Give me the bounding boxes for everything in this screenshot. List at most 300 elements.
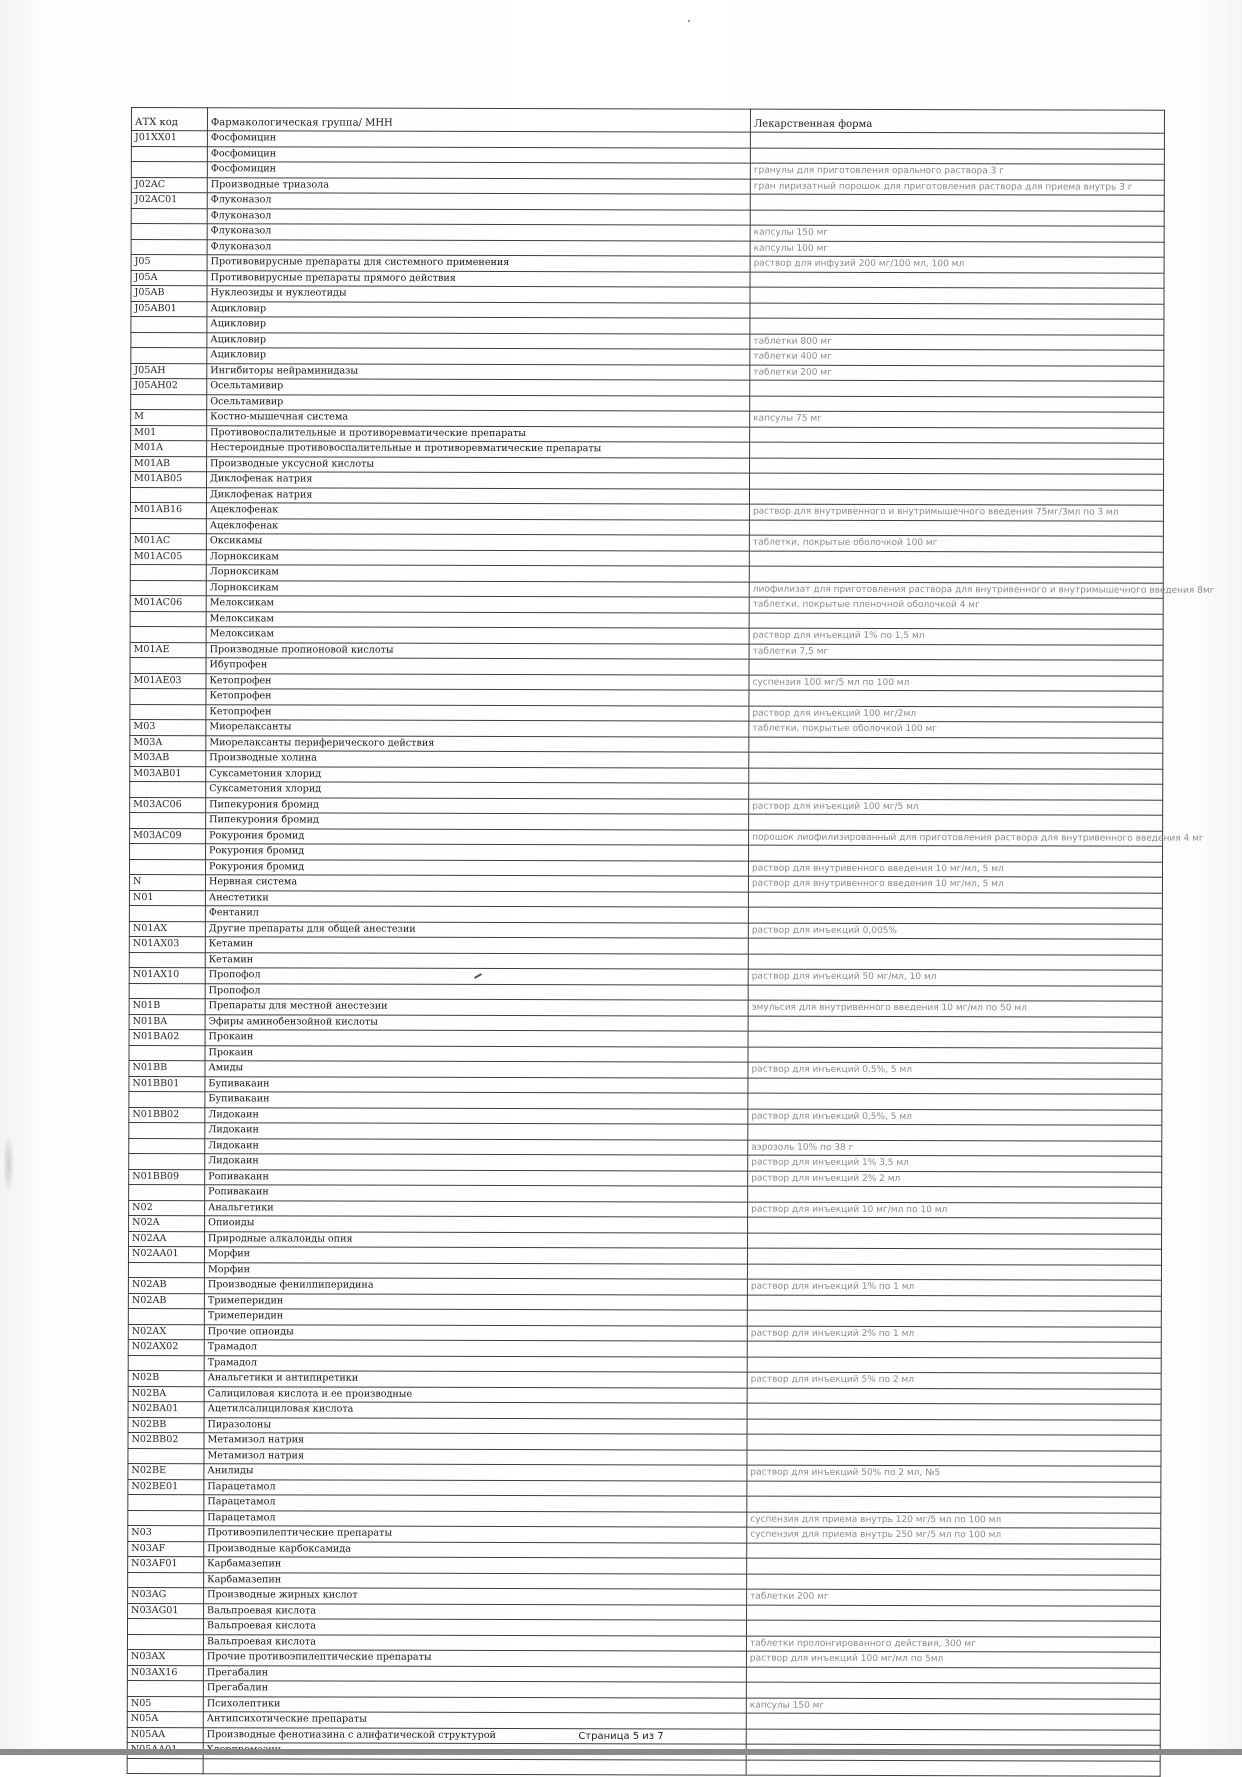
pharm-group-cell: Лидокаин — [205, 1154, 748, 1171]
atx-code-cell — [128, 1355, 204, 1371]
atx-code-cell — [129, 952, 205, 968]
dosage-form-cell — [747, 1341, 1161, 1358]
atx-code-cell: M01A — [131, 441, 207, 457]
atx-code-cell: N01 — [129, 890, 205, 906]
dosage-form-cell — [748, 892, 1162, 909]
atx-code-cell: M01AB16 — [130, 502, 206, 518]
dosage-form-cell — [748, 1186, 1162, 1203]
atx-code-cell: J02AC01 — [131, 193, 207, 209]
pharm-group-cell: Ацикловир — [207, 348, 750, 365]
dosage-form-cell — [749, 845, 1163, 862]
dosage-form-cell — [750, 303, 1164, 320]
dosage-form-cell: раствор для внутривенного и внутримышечного введения 75мг/3мл по 3 мл — [749, 504, 1163, 521]
atx-code-cell: M03AB — [130, 750, 206, 766]
atx-code-cell — [129, 1138, 205, 1154]
punch-hole-shadow — [4, 1138, 13, 1190]
pharm-group-cell: Фосфомицин — [207, 146, 750, 163]
pharm-group-cell: Прочие опиоиды — [204, 1324, 747, 1341]
pharm-group-cell: Пипекурония бромид — [206, 797, 749, 814]
pharm-group-cell: Производные уксусной кислоты — [207, 456, 750, 473]
dosage-form-cell — [750, 132, 1164, 149]
dosage-form-cell — [749, 783, 1163, 800]
dosage-form-cell — [749, 520, 1163, 537]
dosage-form-cell — [747, 1310, 1161, 1327]
pharm-group-cell: Кетамин — [205, 937, 748, 954]
atx-code-cell: N02BE01 — [128, 1479, 204, 1495]
page-number: Страница 5 из 7 — [578, 1731, 664, 1742]
dosage-form-cell — [748, 1016, 1162, 1033]
pharm-group-cell: Суксаметония хлорид — [206, 766, 749, 783]
pharm-group-cell: Другие препараты для общей анестезии — [205, 921, 748, 938]
pharm-group-cell: Карбамазепин — [204, 1557, 747, 1574]
pharm-group-cell: Метамизол натрия — [204, 1433, 747, 1450]
atx-code-cell — [128, 1510, 204, 1526]
atx-code-cell — [131, 208, 207, 224]
pharm-group-cell: Бупивакаин — [205, 1092, 748, 1109]
pharm-group-cell: Противовирусные препараты для системного применения — [207, 255, 750, 272]
pharm-group-cell: Фосфомицин — [207, 131, 750, 148]
dosage-form-cell: раствор для инъекций 2% по 1 мл — [747, 1326, 1161, 1343]
atx-code-cell — [129, 905, 205, 921]
dosage-form-cell — [750, 427, 1164, 444]
pharm-group-cell: Вальпроевая кислота — [203, 1634, 746, 1651]
pharm-group-cell: Диклофенак натрия — [206, 487, 749, 504]
dosage-form-cell: раствор для инъекций 0,005% — [748, 923, 1162, 940]
pharm-group-cell: Флуконазол — [207, 193, 750, 210]
dosage-form-cell — [748, 938, 1162, 955]
atx-code-cell: M01AC — [130, 533, 206, 549]
dosage-form-cell — [749, 566, 1163, 583]
pharm-group-cell: Миорелаксанты периферического действия — [206, 735, 749, 752]
atx-code-cell — [131, 224, 207, 240]
atx-code-cell — [130, 843, 206, 859]
atx-code-cell: N02AA — [129, 1231, 205, 1247]
atx-code-cell: N03AX16 — [127, 1665, 203, 1681]
atx-code-cell — [131, 162, 207, 178]
dosage-form-cell: раствор для инъекций 1% 3,5 мл — [748, 1155, 1162, 1172]
pharm-group-cell: Прегабалин — [203, 1681, 746, 1698]
dosage-form-cell — [747, 1574, 1161, 1591]
atx-code-cell: N02BB02 — [128, 1432, 204, 1448]
atx-code-cell — [131, 348, 207, 364]
dosage-form-cell: гранулы для приготовления орального раствора 3 г — [750, 163, 1164, 180]
pharm-group-cell: Вальпроевая кислота — [204, 1603, 747, 1620]
dosage-form-cell — [747, 1248, 1161, 1265]
atx-code-cell: N01BA — [129, 1014, 205, 1030]
dosage-form-cell: таблетки, покрытые оболочкой 100 мг — [749, 535, 1163, 552]
atx-code-cell: N01AX — [129, 921, 205, 937]
dosage-form-cell — [750, 442, 1164, 459]
dosage-form-cell — [747, 1434, 1161, 1451]
atx-code-cell: N05AA — [127, 1727, 203, 1743]
atx-code-cell: N03AF01 — [128, 1556, 204, 1572]
pharm-group-cell: Прокаин — [205, 1045, 748, 1062]
pharm-group-cell: Нуклеозиды и нуклеотиды — [207, 286, 750, 303]
dosage-form-cell — [748, 954, 1162, 971]
dosage-form-cell — [748, 1217, 1162, 1234]
dosage-form-cell — [748, 1233, 1162, 1250]
atx-code-cell: N01BB09 — [129, 1169, 205, 1185]
atx-code-cell: M01AE — [130, 642, 206, 658]
atx-code-cell — [131, 332, 207, 348]
pharm-group-cell: Оксикамы — [206, 534, 749, 551]
dosage-form-cell: таблетки, покрытые оболочкой 100 мг — [749, 721, 1163, 738]
dosage-form-cell: таблетки 200 мг — [750, 365, 1164, 382]
dosage-form-cell — [750, 380, 1164, 397]
atx-code-cell — [129, 983, 205, 999]
atx-code-cell — [131, 317, 207, 333]
dosage-form-cell — [749, 489, 1163, 506]
pharm-group-cell: Флуконазол — [207, 239, 750, 256]
atx-code-cell — [129, 1122, 205, 1138]
pharm-group-cell: Кетопрофен — [206, 673, 749, 690]
dosage-form-cell: раствор для инъекций 100 мг/5 мл — [749, 799, 1163, 816]
dosage-form-cell: раствор для инъекций 10 мг/мл по 10 мл — [748, 1202, 1162, 1219]
dosage-form-cell: суспензия для приема внутрь 120 мг/5 мл по 100 мл — [747, 1512, 1161, 1529]
atx-code-cell: N03AG01 — [128, 1603, 204, 1619]
atx-code-cell — [129, 1153, 205, 1169]
pharm-group-cell: Психолептики — [203, 1696, 746, 1713]
atx-code-cell: J05AB01 — [131, 301, 207, 317]
atx-code-cell: J05AH — [131, 363, 207, 379]
atx-code-cell — [129, 859, 205, 875]
pharm-group-cell: Трамадол — [204, 1355, 747, 1372]
pharm-group-cell: Метамизол натрия — [204, 1448, 747, 1465]
pharm-group-cell: Анестетики — [205, 890, 748, 907]
pharm-group-cell: Лидокаин — [205, 1107, 748, 1124]
atx-code-cell: J05 — [131, 255, 207, 271]
pharm-group-cell: Тримеперидин — [204, 1309, 747, 1326]
pharm-group-cell: Анилиды — [204, 1464, 747, 1481]
dosage-form-cell — [749, 737, 1163, 754]
dosage-form-cell — [750, 318, 1164, 335]
pharm-group-cell: Кетопрофен — [206, 704, 749, 721]
pharm-group-cell: Препараты для местной анестезии — [205, 999, 748, 1016]
pharm-group-cell — [203, 1758, 746, 1775]
pharm-group-cell: Ацетилсалициловая кислота — [204, 1402, 747, 1419]
pharm-group-cell: Трамадол — [204, 1340, 747, 1357]
dosage-form-cell — [746, 1760, 1160, 1777]
atx-code-cell: N02AX02 — [128, 1339, 204, 1355]
atx-code-cell — [131, 146, 207, 162]
atx-code-cell: N02A — [129, 1215, 205, 1231]
atx-code-cell: J02AC — [131, 177, 207, 193]
dosage-form-cell: таблетки 800 мг — [750, 334, 1164, 351]
dosage-form-cell: раствор для внутривенного введения 10 мг/мл, 5 мл — [748, 876, 1162, 893]
atx-code-cell: N03AG — [128, 1587, 204, 1603]
pharm-group-cell: Лорноксикам — [206, 549, 749, 566]
dosage-form-cell — [750, 148, 1164, 165]
dosage-form-cell — [749, 551, 1163, 568]
pharm-group-cell: Противовоспалительные и противоревматические препараты — [207, 425, 750, 442]
dosage-form-cell — [750, 473, 1164, 490]
pharm-group-cell: Кетамин — [205, 952, 748, 969]
atx-code-cell: N02AB — [128, 1293, 204, 1309]
pharm-group-cell: Суксаметония хлорид — [206, 782, 749, 799]
pharm-group-cell: Производные карбоксамида — [204, 1541, 747, 1558]
atx-code-cell — [128, 1448, 204, 1464]
atx-code-cell — [130, 781, 206, 797]
atx-code-cell — [127, 1680, 203, 1696]
pharm-group-cell: Морфин — [204, 1262, 747, 1279]
atx-code-cell — [130, 580, 206, 596]
atx-code-cell — [130, 626, 206, 642]
dosage-form-cell — [747, 1264, 1161, 1281]
atx-code-cell — [130, 564, 206, 580]
atx-code-cell: J05AH02 — [131, 379, 207, 395]
dosage-form-cell — [747, 1419, 1161, 1436]
dosage-form-cell — [750, 396, 1164, 413]
pharm-group-cell: Ацеклофенак — [206, 503, 749, 520]
pharm-group-cell: Антипсихотические препараты — [203, 1712, 746, 1729]
pharm-group-cell: Осельтамивир — [207, 379, 750, 396]
pharm-group-cell: Костно-мышечная система — [207, 410, 750, 427]
pharm-group-cell: Салициловая кислота и ее производные — [204, 1386, 747, 1403]
atx-code-cell — [128, 1618, 204, 1634]
atx-code-cell — [130, 487, 206, 503]
dosage-form-cell: раствор для инъекций 0,5%, 5 мл — [748, 1062, 1162, 1079]
atx-code-cell: J01XX01 — [131, 131, 207, 147]
atx-code-cell: N03 — [128, 1525, 204, 1541]
pharm-group-cell: Производные жирных кислот — [204, 1588, 747, 1605]
dosage-form-cell — [747, 1496, 1161, 1513]
atx-code-cell — [130, 704, 206, 720]
pharm-group-cell: Осельтамивир — [207, 394, 750, 411]
dosage-form-cell — [747, 1558, 1161, 1575]
pharm-group-cell: Прочие противоэпилептические препараты — [203, 1650, 746, 1667]
dosage-form-cell — [749, 814, 1163, 831]
dosage-form-cell — [747, 1403, 1161, 1420]
atx-code-cell: N01AX03 — [129, 936, 205, 952]
pharm-group-cell: Пропофол — [205, 983, 748, 1000]
atx-code-cell: J05AB — [131, 286, 207, 302]
atx-code-cell: N02BB — [128, 1417, 204, 1433]
dosage-form-cell — [746, 1667, 1160, 1684]
pharm-group-cell: Противовирусные препараты прямого действия — [207, 270, 750, 287]
atx-code-cell: N02 — [129, 1200, 205, 1216]
pharm-group-cell: Фентанил — [205, 906, 748, 923]
atx-code-cell: N05A — [127, 1711, 203, 1727]
pharm-group-cell: Кетопрофен — [206, 689, 749, 706]
table-header-row — [131, 108, 1164, 134]
atx-code-cell: M01AC06 — [130, 595, 206, 611]
dosage-form-cell: раствор для внутривенного введения 10 мг/мл, 5 мл — [748, 861, 1162, 878]
pharm-group-cell: Противоэпилептические препараты — [204, 1526, 747, 1543]
atx-code-cell: M01AB — [131, 456, 207, 472]
pharm-group-cell: Производные фенотиазина с алифатической структурой — [203, 1727, 746, 1744]
pharm-group-cell: Рокурония бромид — [205, 859, 748, 876]
pharm-group-cell: Флуконазол — [207, 224, 750, 241]
atx-code-cell: N02BA01 — [128, 1401, 204, 1417]
dosage-form-cell: таблетки, покрытые пленочной оболочкой 4 мг — [749, 597, 1163, 614]
atx-code-cell — [129, 1045, 205, 1061]
dosage-form-cell — [746, 1713, 1160, 1730]
dosage-form-cell: раствор для инъекций 1% по 1,5 мл — [749, 628, 1163, 645]
pharm-group-cell: Мелоксикам — [206, 611, 749, 628]
atx-code-cell: M03AB01 — [130, 766, 206, 782]
atx-code-cell: M03A — [130, 735, 206, 751]
pharm-group-cell: Морфин — [204, 1247, 747, 1264]
dosage-form-cell: раствор для инфузий 200 мг/100 мл, 100 мл — [750, 256, 1164, 273]
pharm-group-cell: Пиразолоны — [204, 1417, 747, 1434]
dosage-form-cell — [750, 210, 1164, 227]
atx-code-cell: N01BB — [129, 1060, 205, 1076]
atx-code-cell: M01AB05 — [131, 472, 207, 488]
pharm-group-cell: Лорноксикам — [206, 580, 749, 597]
atx-code-cell: J05A — [131, 270, 207, 286]
dosage-form-cell — [747, 1620, 1161, 1637]
dosage-form-cell — [750, 458, 1164, 475]
dosage-form-cell — [749, 768, 1163, 785]
atx-code-cell: N01BB01 — [129, 1076, 205, 1092]
atx-code-cell — [130, 688, 206, 704]
dosage-form-cell: таблетки 200 мг — [747, 1589, 1161, 1606]
dosage-form-cell — [749, 659, 1163, 676]
pharm-group-cell: Анальгетики — [205, 1200, 748, 1217]
dosage-form-cell: раствор для инъекций 5% по 2 мл — [747, 1372, 1161, 1389]
pharm-group-cell: Ропивакаин — [205, 1169, 748, 1186]
atx-code-cell — [127, 1758, 203, 1774]
atx-code-cell: M01AC05 — [130, 549, 206, 565]
pharm-group-cell: Эфиры аминобензойной кислоты — [205, 1014, 748, 1031]
pharm-group-cell: Диклофенак натрия — [207, 472, 750, 489]
atx-code-cell — [130, 657, 206, 673]
dosage-form-cell: лиофилизат для приготовления раствора для внутривенного и внутримышечного введения 8мг — [749, 582, 1163, 599]
dosage-form-cell: гран лиризатный порошок для приготовления раствора для приема внутрь 3 г — [750, 179, 1164, 196]
pharm-group-cell: Рокурония бромид — [206, 828, 749, 845]
pharm-group-cell: Природные алкалоиды опия — [205, 1231, 748, 1248]
dosage-form-cell: порошок лиофилизированный для приготовления раствора для внутривенного введения 4 мг — [749, 830, 1163, 847]
dosage-form-cell: капсулы 150 мг — [750, 225, 1164, 242]
atx-code-cell — [127, 1634, 203, 1650]
pharm-group-cell: Вальпроевая кислота — [204, 1619, 747, 1636]
atx-code-cell — [131, 239, 207, 255]
atx-code-cell — [130, 611, 206, 627]
atx-code-cell: N02B — [128, 1370, 204, 1386]
pharm-group-cell: Бупивакаин — [205, 1076, 748, 1093]
dosage-form-cell — [748, 1124, 1162, 1141]
dosage-form-cell — [748, 1047, 1162, 1064]
atx-code-cell: N01AX10 — [129, 967, 205, 983]
dosage-form-cell — [750, 287, 1164, 304]
pharm-group-cell: Производные пропионовой кислоты — [206, 642, 749, 659]
dosage-form-cell: аэрозоль 10% по 38 г — [748, 1140, 1162, 1157]
dosage-form-cell — [748, 985, 1162, 1002]
dosage-form-cell — [749, 690, 1163, 707]
header-pharm-group: Фармакологическая группа/ МНН — [207, 108, 750, 132]
atx-code-cell — [130, 518, 206, 534]
pharm-group-cell: Ацикловир — [207, 301, 750, 318]
pharm-group-cell: Флуконазол — [207, 208, 750, 225]
atx-code-cell — [128, 1494, 204, 1510]
pharm-group-cell: Ацикловир — [207, 317, 750, 334]
atx-code-cell: M03AC06 — [130, 797, 206, 813]
dosage-form-cell: раствор для инъекций 100 мг/мл по 5мл — [746, 1651, 1160, 1668]
atx-code-cell — [128, 1308, 204, 1324]
dosage-form-cell: капсулы 100 мг — [750, 241, 1164, 258]
table-row — [127, 1758, 1160, 1776]
dosage-form-cell — [748, 1078, 1162, 1095]
dosage-form-cell: раствор для инъекций 100 мг/2мл — [749, 706, 1163, 723]
dosage-form-cell: раствор для инъекций 0,5%, 5 мл — [748, 1109, 1162, 1126]
pharm-group-cell: Ацикловир — [207, 332, 750, 349]
pharm-group-cell: Производные фенилпиперидина — [204, 1278, 747, 1295]
pharm-group-cell: Лидокаин — [205, 1138, 748, 1155]
atx-code-cell: N01BA02 — [129, 1029, 205, 1045]
atx-code-cell: N — [129, 874, 205, 890]
dosage-form-cell — [748, 1093, 1162, 1110]
pharm-group-cell: Пипекурония бромид — [206, 813, 749, 830]
pharm-group-cell: Фосфомицин — [207, 162, 750, 179]
pharm-group-cell: Мелоксикам — [206, 627, 749, 644]
pharm-group-cell: Мелоксикам — [206, 596, 749, 613]
dosage-form-cell: раствор для инъекций 50% по 2 мл, №5 — [747, 1465, 1161, 1482]
atx-code-cell — [131, 394, 207, 410]
dosage-form-cell — [749, 613, 1163, 630]
dosage-form-cell — [747, 1481, 1161, 1498]
atx-code-cell: N02BE — [128, 1463, 204, 1479]
pharm-group-cell: Ибупрофен — [206, 658, 749, 675]
dosage-form-cell — [747, 1295, 1161, 1312]
dosage-form-cell: капсулы 75 мг — [750, 411, 1164, 428]
pharm-group-cell: Лидокаин — [205, 1123, 748, 1140]
pharm-group-cell: Ингибиторы нейраминидазы — [207, 363, 750, 380]
pharm-group-cell: Нервная система — [205, 875, 748, 892]
atx-code-cell: M01AE03 — [130, 673, 206, 689]
pharm-group-cell: Прегабалин — [203, 1665, 746, 1682]
dosage-form-cell — [749, 752, 1163, 769]
dosage-form-cell: таблетки 400 мг — [750, 349, 1164, 366]
scan-speck — [688, 20, 690, 22]
dosage-form-cell: капсулы 150 мг — [746, 1698, 1160, 1715]
atx-code-cell: M — [131, 410, 207, 426]
atx-code-cell: N01BB02 — [129, 1107, 205, 1123]
dosage-form-cell — [748, 1031, 1162, 1048]
pharm-group-cell: Парацетамол — [204, 1495, 747, 1512]
atx-code-cell: M03 — [130, 719, 206, 735]
pharm-group-cell: Нестероидные противовоспалительные и противоревматические препараты — [207, 441, 750, 458]
pharm-group-cell: Карбамазепин — [204, 1572, 747, 1589]
atx-code-cell: N02AX — [128, 1324, 204, 1340]
atx-code-cell — [129, 1184, 205, 1200]
dosage-form-cell: эмульсия для внутривенного введения 10 мг/мл по 50 мл — [748, 1000, 1162, 1017]
dosage-form-cell: раствор для инъекций 50 мг/мл, 10 мл — [748, 969, 1162, 986]
dosage-form-cell — [748, 907, 1162, 924]
pharm-group-cell: Миорелаксанты — [206, 720, 749, 737]
dosage-form-cell — [746, 1682, 1160, 1699]
pharm-group-cell: Ацеклофенак — [206, 518, 749, 535]
pharm-group-cell: Прокаин — [205, 1030, 748, 1047]
dosage-form-cell — [747, 1388, 1161, 1405]
header-dosage-form: Лекарственная форма — [750, 109, 1164, 133]
dosage-form-cell — [750, 194, 1164, 211]
atx-code-cell — [128, 1572, 204, 1588]
dosage-form-cell: таблетки пролонгированного действия, 300 мг — [746, 1636, 1160, 1653]
dosage-form-cell: раствор для инъекций 2% 2 мл — [748, 1171, 1162, 1188]
pharm-group-cell: Тримеперидин — [204, 1293, 747, 1310]
atx-code-cell — [129, 1091, 205, 1107]
atx-code-cell: N01B — [129, 998, 205, 1014]
pharm-group-cell: Пропофол — [205, 968, 748, 985]
dosage-form-cell — [747, 1605, 1161, 1622]
atx-code-cell: N02AB — [128, 1277, 204, 1293]
pharm-group-cell: Рокурония бромид — [206, 844, 749, 861]
dosage-form-cell: суспензия для приема внутрь 250 мг/5 мл по 100 мл — [747, 1527, 1161, 1544]
pharm-group-cell: Производные холина — [206, 751, 749, 768]
scan-edge-shadow — [0, 1749, 1242, 1755]
header-atx-code: АТХ код — [131, 108, 207, 131]
dosage-form-cell — [747, 1357, 1161, 1374]
